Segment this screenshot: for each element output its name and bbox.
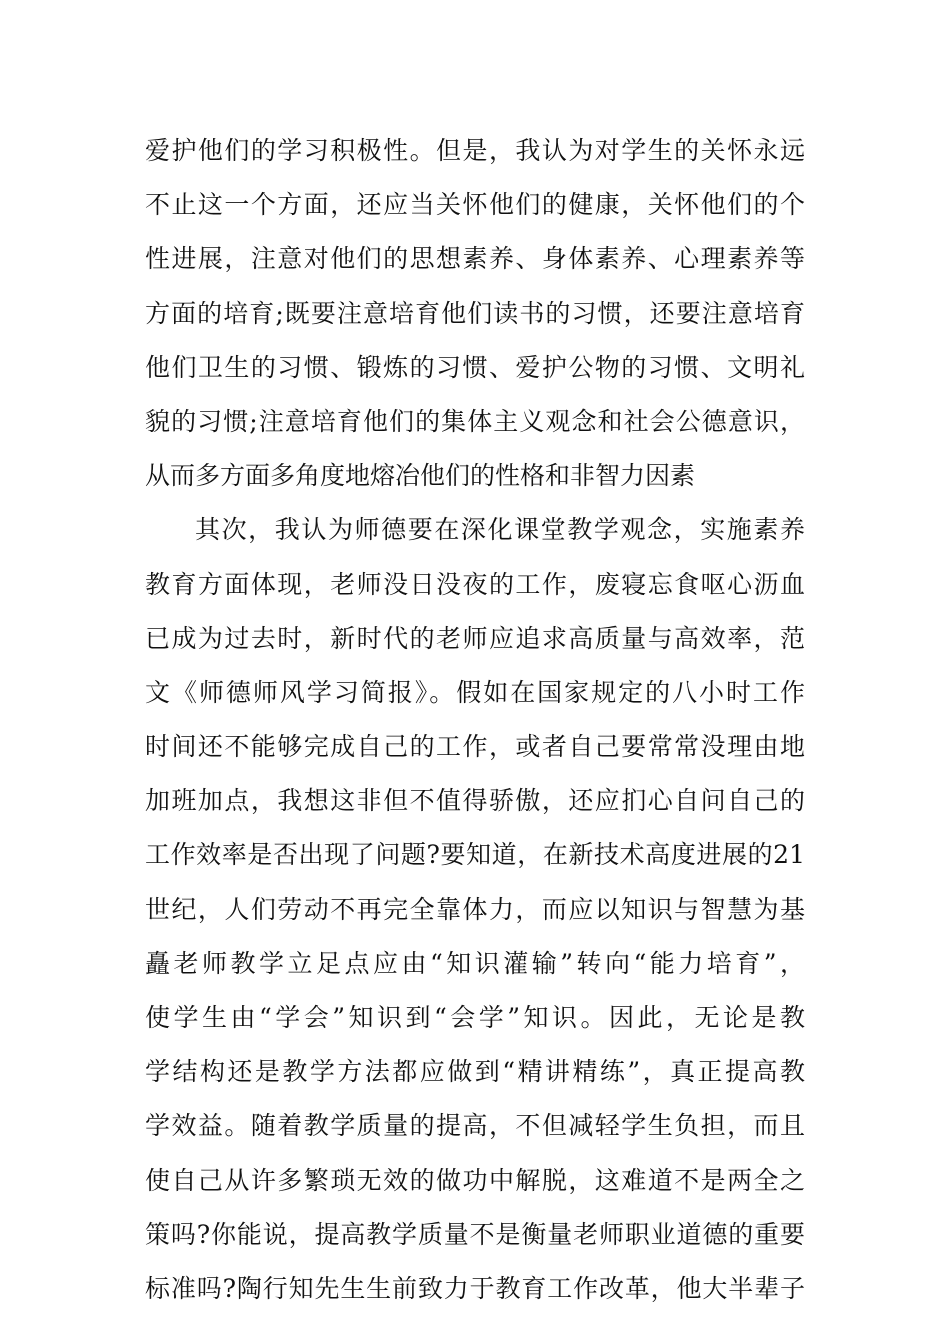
text-line: 策吗?你能说，提高教学质量不是衡量老师职业道德的重要 [145,1219,805,1249]
text-line: 他们卫生的习惯、锻炼的习惯、爱护公物的习惯、文明礼 [145,352,805,382]
text-line: 貌的习惯;注意培育他们的集体主义观念和社会公德意识， [145,406,805,436]
text-line: 学结构还是教学方法都应做到“精讲精练”，真正提高教 [145,1057,805,1087]
text-line: 其次，我认为师德要在深化课堂教学观念，实施素养 [195,515,805,545]
text-line: 性进展，注意对他们的思想素养、身体素养、心理素养等 [145,244,805,274]
text-line: 从而多方面多角度地熔冶他们的性格和非智力因素 [145,461,696,491]
text-line: 世纪，人们劳动不再完全靠体力，而应以知识与智慧为基 [145,894,805,924]
text-line: 矗老师教学立足点应由“知识灌输”转向“能力培育”， [145,948,805,978]
text-line: 文《师德师风学习简报》。假如在国家规定的八小时工作 [145,677,805,707]
text-line: 学效益。随着教学质量的提高，不但减轻学生负担，而且 [145,1111,805,1141]
paragraph-1 [145,124,805,503]
text-line: 爱护他们的学习积极性。但是，我认为对学生的关怀永远 [145,136,805,165]
text-line: 使自己从许多繁琐无效的做功中解脱，这难道不是两全之 [145,1165,805,1195]
text-line: 已成为过去时，新时代的老师应追求高质量与高效率，范 [145,623,805,653]
text-line: 使学生由“学会”知识到“会学”知识。因此，无论是教 [145,1003,805,1032]
text-line: 标准吗?陶行知先生生前致力于教育工作改革，他大半辈子 [145,1273,805,1303]
text-line: 时间还不能够完成自己的工作，或者自己要常常没理由地 [145,732,805,762]
text-line: 加班加点，我想这非但不值得骄傲，还应扪心自问自己的 [145,786,805,816]
text-line: 方面的培育;既要注意培育他们读书的习惯，还要注意培育 [145,298,805,328]
text-line: 工作效率是否出现了问题?要知道，在新技术高度进展的21 [145,840,805,870]
text-line: 不止这一个方面，还应当关怀他们的健康，关怀他们的个 [145,190,805,220]
body-text [145,124,805,1316]
text-line: 教育方面体现，老师没日没夜的工作，废寝忘食呕心沥血 [145,569,805,599]
paragraph-2 [145,503,805,1316]
